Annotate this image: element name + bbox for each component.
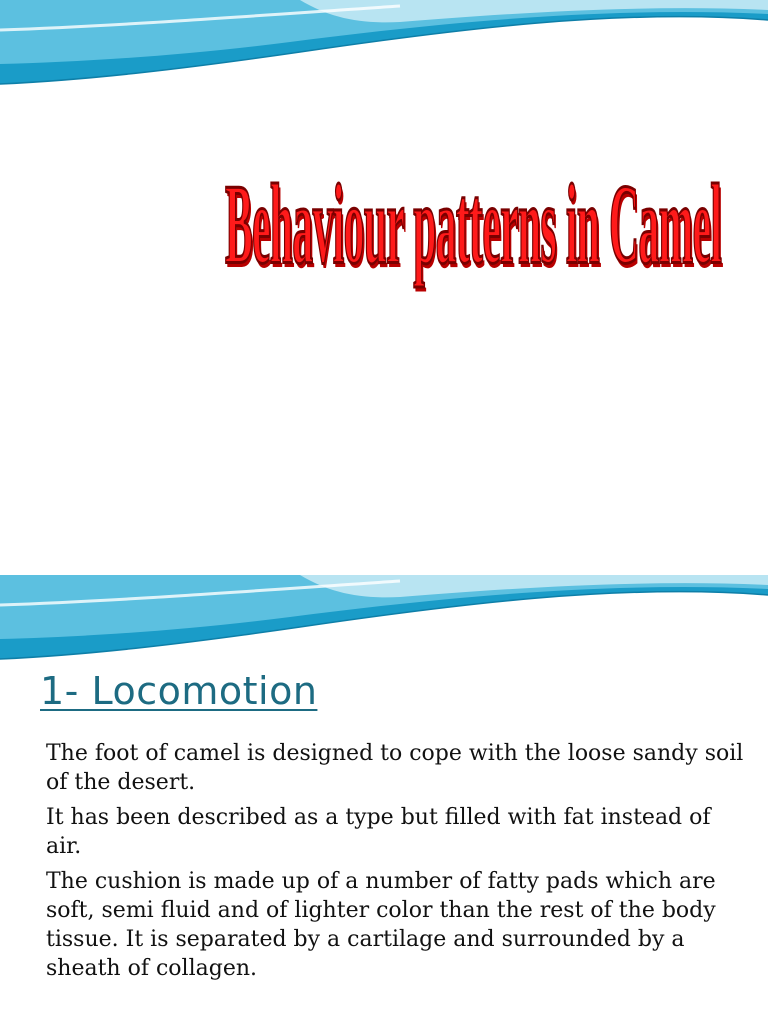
slide-title: Behaviour patterns in Camel bbox=[225, 161, 722, 289]
body-paragraph: The foot of camel is designed to cope with the loose sandy soil of the desert. bbox=[46, 741, 744, 795]
slide-body bbox=[46, 739, 746, 989]
title-container bbox=[30, 161, 738, 289]
header-wave-decoration bbox=[0, 0, 768, 100]
body-paragraph: The cushion is made up of a number of fatty pads which are soft, semi fluid and of lighter color than the rest of the body tissue. It is separated by a cartilage and surrounded by a sheath of collagen. bbox=[46, 869, 716, 981]
body-paragraph: It has been described as a type but filled with fat instead of air. bbox=[46, 805, 711, 859]
section-heading: 1- Locomotion bbox=[40, 669, 318, 713]
header-wave-decoration bbox=[0, 575, 768, 675]
content-slide bbox=[0, 575, 768, 1024]
